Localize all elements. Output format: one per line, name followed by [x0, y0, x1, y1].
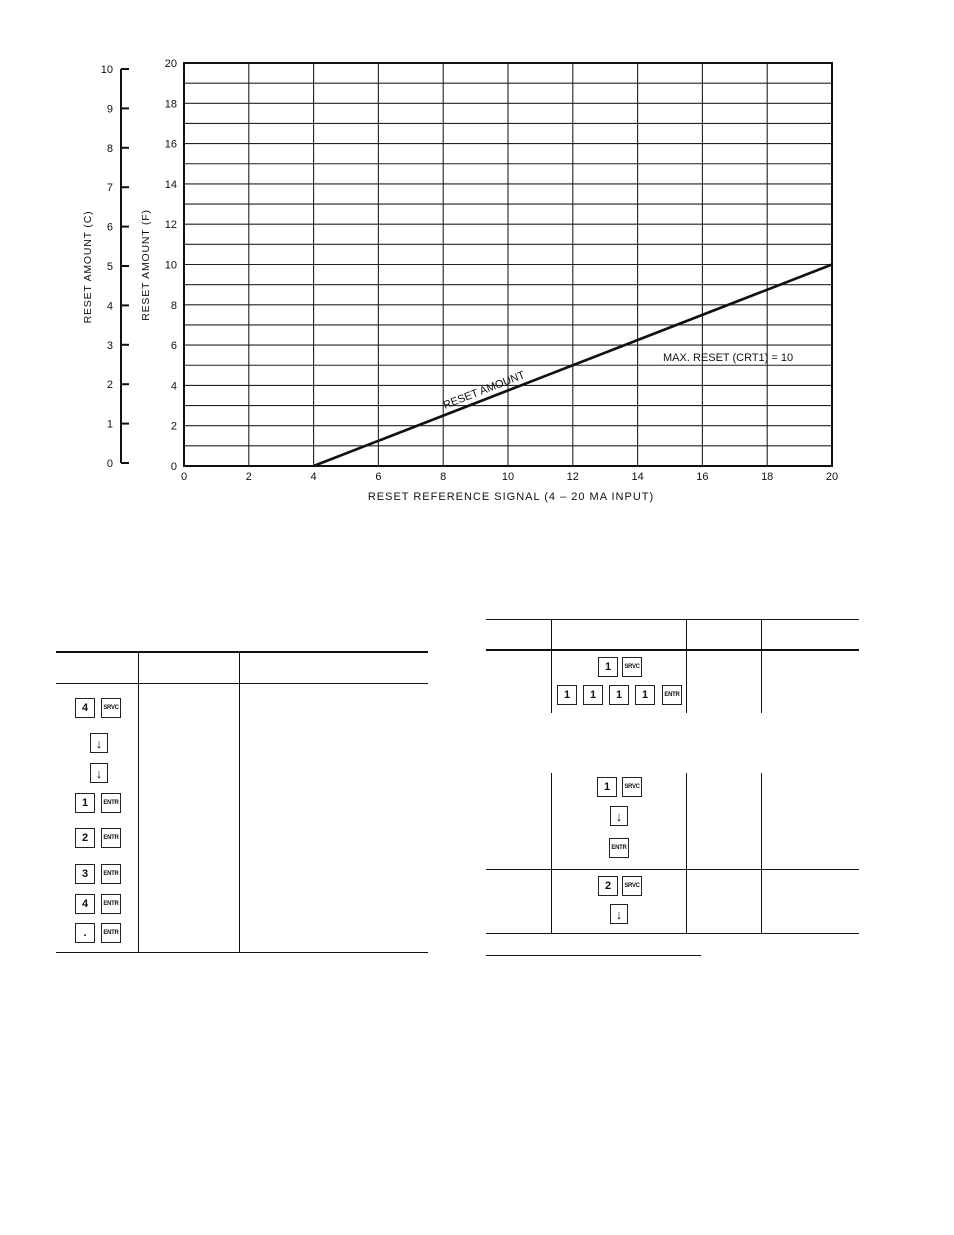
x-tick-label: 2 [245, 471, 252, 483]
entr-key[interactable]: ENTR [609, 838, 629, 858]
x-tick-label: 4 [310, 471, 317, 483]
srvc-key[interactable]: SRVC [101, 698, 121, 718]
secondary-y-tick-label: 6 [106, 221, 113, 234]
entr-key[interactable]: ENTR [662, 685, 682, 705]
secondary-y-tick-label: 4 [106, 300, 113, 313]
left-table-col-divider-2 [239, 651, 240, 953]
right-table-col-divider-3 [761, 619, 762, 713]
key-4[interactable]: 4 [75, 894, 95, 914]
x-tick-label: 18 [761, 471, 774, 483]
srvc-key[interactable]: SRVC [622, 876, 642, 896]
right-table-col-divider-0 [551, 619, 552, 649]
y-tick-label: 2 [170, 420, 177, 433]
down-arrow-key[interactable]: ↓ [90, 763, 108, 783]
decimal-key[interactable]: . [75, 923, 95, 943]
x-tick-label: 8 [440, 471, 447, 483]
key-1[interactable]: 1 [598, 657, 618, 677]
key-1[interactable]: 1 [583, 685, 603, 705]
secondary-y-tick-label: 9 [106, 103, 113, 116]
left-table-col-divider-1 [138, 651, 139, 953]
secondary-y-tick-label: 7 [106, 182, 113, 195]
key-1[interactable]: 1 [557, 685, 577, 705]
right-table-footnote-rule [486, 955, 701, 956]
reset-chart [0, 0, 954, 520]
secondary-y-tick-label: 5 [106, 261, 113, 273]
entr-key[interactable]: ENTR [101, 793, 121, 813]
x-tick-label: 12 [566, 471, 579, 483]
right-table-col-divider-2 [686, 619, 687, 713]
y-tick-label: 18 [164, 98, 177, 111]
right-table-col-divider-1 [551, 649, 552, 713]
key-4[interactable]: 4 [75, 698, 95, 718]
right-table-col-divider-2b [686, 773, 687, 934]
right-table-header-rule [486, 649, 859, 651]
key-1[interactable]: 1 [635, 685, 655, 705]
x-tick-label: 6 [375, 471, 382, 483]
down-arrow-key[interactable]: ↓ [90, 733, 108, 753]
secondary-y-tick-label: 0 [106, 458, 113, 470]
secondary-y-tick-label: 8 [106, 142, 113, 155]
y-tick-label: 14 [164, 178, 177, 191]
y-tick-label: 20 [164, 58, 177, 70]
right-table-top-rule [486, 619, 859, 620]
entr-key[interactable]: ENTR [101, 894, 121, 914]
key-1[interactable]: 1 [597, 777, 617, 797]
key-3[interactable]: 3 [75, 864, 95, 884]
secondary-y-tick-label: 3 [106, 339, 113, 352]
left-table-top-rule [56, 651, 428, 653]
chart-labels [82, 58, 838, 503]
y-tick-label: 12 [164, 219, 177, 232]
secondary-y-tick-label: 10 [100, 64, 113, 76]
right-table-bottom-rule [486, 933, 859, 934]
entr-key[interactable]: ENTR [101, 864, 121, 884]
right-table-col-divider-1b [551, 773, 552, 934]
secondary-y-axis-label: RESET AMOUNT (C) [82, 210, 94, 324]
left-table-bottom-rule [56, 952, 428, 953]
y-tick-label: 10 [164, 259, 177, 272]
x-tick-label: 20 [825, 471, 839, 483]
right-table-section-rule [486, 869, 859, 870]
right-table-col-divider-3b [761, 773, 762, 934]
y-tick-label: 0 [170, 461, 177, 473]
secondary-y-tick-label: 2 [106, 379, 113, 392]
y-tick-label: 4 [170, 380, 177, 393]
x-tick-label: 10 [501, 471, 515, 483]
y-tick-label: 16 [164, 138, 177, 151]
secondary-y-tick-label: 1 [106, 418, 113, 431]
key-2[interactable]: 2 [598, 876, 618, 896]
chart-grid [184, 63, 832, 466]
series-label: RESET AMOUNT [441, 369, 527, 412]
x-tick-label: 0 [180, 471, 188, 483]
x-axis-label: RESET REFERENCE SIGNAL (4 – 20 MA INPUT) [367, 491, 655, 503]
x-tick-label: 14 [631, 471, 644, 483]
x-tick-label: 16 [696, 471, 709, 483]
srvc-key[interactable]: SRVC [622, 657, 642, 677]
key-1[interactable]: 1 [75, 793, 95, 813]
entr-key[interactable]: ENTR [101, 923, 121, 943]
srvc-key[interactable]: SRVC [622, 777, 642, 797]
entr-key[interactable]: ENTR [101, 828, 121, 848]
max-reset-annotation: MAX. RESET (CRT1) = 10 [663, 352, 794, 364]
down-arrow-key[interactable]: ↓ [610, 904, 628, 924]
key-2[interactable]: 2 [75, 828, 95, 848]
y-tick-label: 8 [170, 299, 177, 312]
y-axis-label: RESET AMOUNT (F) [140, 209, 152, 321]
left-table-header-rule [56, 683, 428, 684]
key-1[interactable]: 1 [609, 685, 629, 705]
down-arrow-key[interactable]: ↓ [610, 806, 628, 826]
y-tick-label: 6 [170, 340, 177, 353]
